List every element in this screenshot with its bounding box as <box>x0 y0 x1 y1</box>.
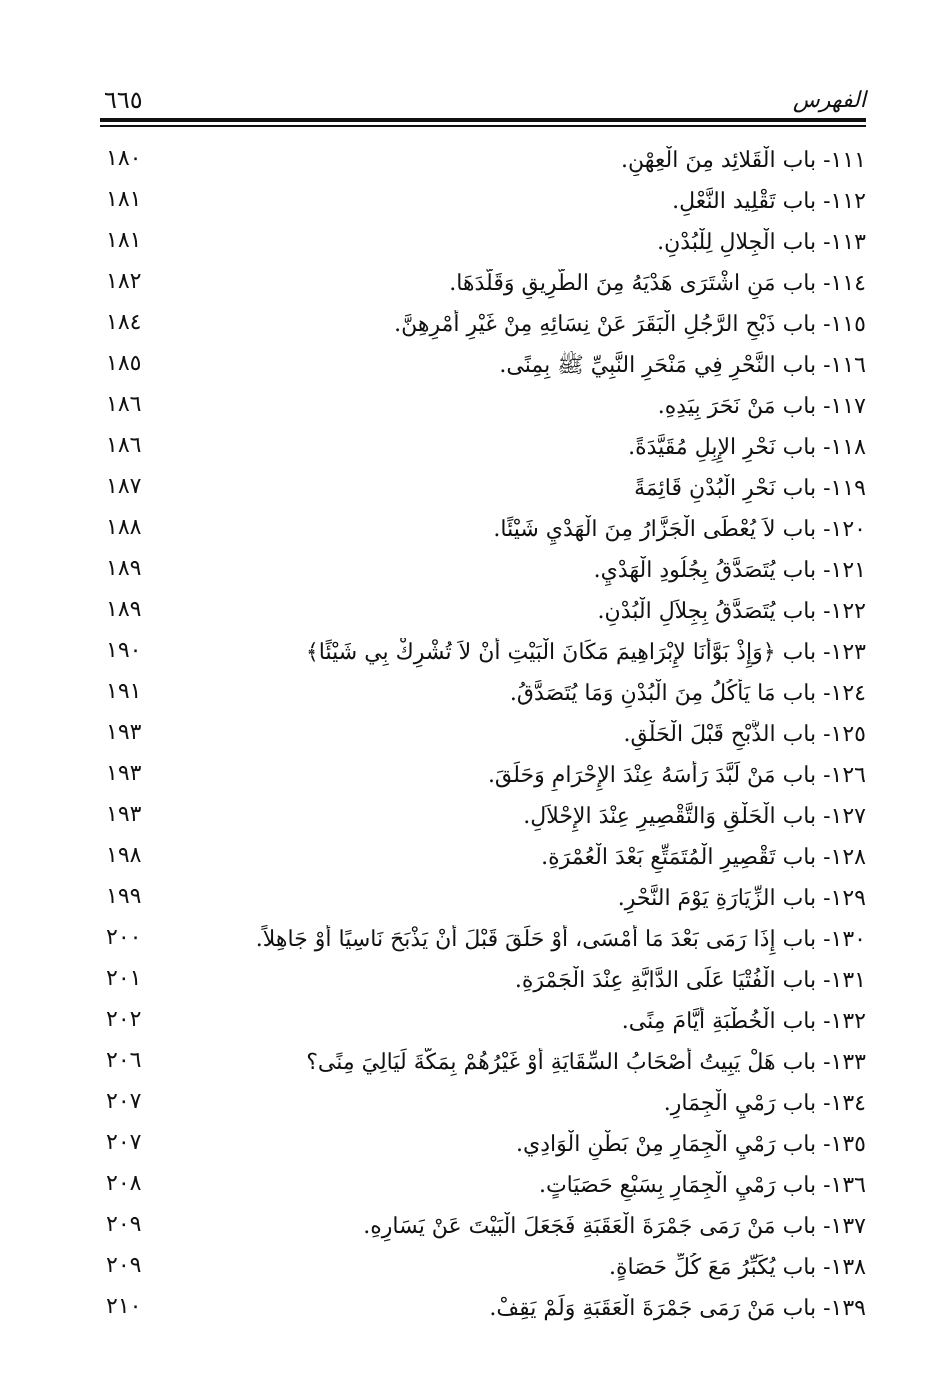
entry-page-number: ١٨٤ <box>106 310 142 335</box>
index-entry <box>100 347 866 388</box>
entry-title: ١١٧- باب مَنْ نَحَرَ بِيَدِهِ. <box>657 394 866 419</box>
entry-title: ١٢٣- باب ﴿وَإِذْ بَوَّأْنَا لإِبْرَاهِيمَ مَكَانَ الْبَيْتِ أَنْ لاَ تُشْرِكْ بِي شَيْئًا﴾ <box>305 640 866 665</box>
index-entry <box>100 880 866 921</box>
entry-page-number: ٢٠١ <box>106 966 142 991</box>
entry-title: ١٢٧- باب الْحَلْقِ وَالتَّقْصِيرِ عِنْدَ الإِحْلاَلِ. <box>523 804 866 829</box>
entry-title: ١٢٨- باب تَقْصِيرِ الْمُتَمَتِّعِ بَعْدَ الْعُمْرَةِ. <box>541 845 866 870</box>
entry-title: ١٣٨- باب يُكَبِّرُ مَعَ كُلِّ حَصَاةٍ. <box>609 1255 866 1280</box>
entry-title: ١٣٧- باب مَنْ رَمَى جَمْرَةَ الْعَقَبَةِ فَجَعَلَ الْبَيْتَ عَنْ يَسَارِهِ. <box>363 1214 866 1239</box>
index-entry <box>100 429 866 470</box>
entry-page-number: ١٩٩ <box>106 884 142 909</box>
index-entry <box>100 470 866 511</box>
entry-page-number: ٢٠٧ <box>106 1130 142 1155</box>
index-entry <box>100 511 866 552</box>
entry-page-number: ٢٠٩ <box>106 1212 142 1237</box>
entry-title: ١٢٤- باب مَا يَأْكُلُ مِنَ الْبُدْنِ وَمَا يُتَصَدَّقُ. <box>509 681 866 706</box>
index-entry <box>100 839 866 880</box>
index-list <box>100 142 866 1331</box>
entry-page-number: ١٨٧ <box>106 474 142 499</box>
entry-page-number: ٢١٠ <box>106 1294 142 1319</box>
entry-page-number: ١٩٣ <box>106 720 142 745</box>
entry-title: ١٣١- باب الْفُتْيَا عَلَى الدَّابَّةِ عِنْدَ الْجَمْرَةِ. <box>514 968 866 993</box>
index-entry <box>100 798 866 839</box>
index-entry <box>100 265 866 306</box>
entry-page-number: ٢٠٩ <box>106 1253 142 1278</box>
index-entry <box>100 716 866 757</box>
entry-title: ١٣٦- باب رَمْيِ الْجِمَارِ بِسَبْعِ حَصَيَاتٍ. <box>538 1173 866 1198</box>
entry-page-number: ١٩٨ <box>106 843 142 868</box>
entry-title: ١١٤- باب مَنِ اشْتَرَى هَدْيَهُ مِنَ الطَّرِيقِ وَقَلَّدَهَا. <box>449 271 866 296</box>
entry-title: ١١٩- باب نَحْرِ الْبُدْنِ قَائِمَةً <box>634 476 866 501</box>
entry-title: ١٢٢- باب يُتَصَدَّقُ بِجِلاَلِ الْبُدْنِ. <box>597 599 866 624</box>
index-entry <box>100 552 866 593</box>
entry-page-number: ٢٠٨ <box>106 1171 142 1196</box>
index-entry <box>100 962 866 1003</box>
entry-title: ١٢٠- باب لاَ يُعْطَى الْجَزَّارُ مِنَ الْهَدْيِ شَيْئًا. <box>493 517 866 542</box>
entry-title: ١٣٤- باب رَمْيِ الْجِمَارِ. <box>663 1091 866 1116</box>
index-entry <box>100 1003 866 1044</box>
entry-title: ١١١- باب الْقَلائِد مِنَ الْعِهْنِ. <box>621 148 866 173</box>
index-entry <box>100 593 866 634</box>
entry-page-number: ١٨٦ <box>106 392 142 417</box>
index-entry <box>100 224 866 265</box>
index-entry <box>100 1085 866 1126</box>
entry-page-number: ١٩٣ <box>106 802 142 827</box>
entry-title: ١٣٥- باب رَمْيِ الْجِمَارِ مِنْ بَطْنِ الْوَادِي. <box>516 1132 866 1157</box>
entry-title: ١٣٣- باب هَلْ يَبِيتُ أَصْحَابُ السِّقَايَةِ أَوْ غَيْرُهُمْ بِمَكَّةَ لَيَالِيَ مِنًى؟ <box>306 1050 866 1075</box>
page-header <box>100 86 866 118</box>
index-entry <box>100 306 866 347</box>
index-entry <box>100 1249 866 1290</box>
header-rule-thin <box>100 125 866 127</box>
entry-title: ١٣٩- باب مَنْ رَمَى جَمْرَةَ الْعَقَبَةِ وَلَمْ يَقِفْ. <box>489 1296 866 1321</box>
entry-page-number: ٢٠٢ <box>106 1007 142 1032</box>
entry-page-number: ١٨٩ <box>106 556 142 581</box>
entry-page-number: ١٨٠ <box>106 146 142 171</box>
page-number: ٦٦٥ <box>104 86 143 114</box>
index-entry <box>100 1290 866 1331</box>
index-entry <box>100 183 866 224</box>
entry-title: ١١٥- باب ذَبْحِ الرَّجُلِ الْبَقَرَ عَنْ نِسَائِهِ مِنْ غَيْرِ أَمْرِهِنَّ. <box>394 312 866 337</box>
entry-page-number: ١٨١ <box>106 187 142 212</box>
entry-title: ١١٢- باب تَقْلِيد النَّعْلِ. <box>672 189 866 214</box>
header-rule-thick <box>100 118 866 122</box>
entry-title: ١٢٩- باب الزِّيَارَةِ يَوْمَ النَّحْرِ. <box>617 886 866 911</box>
entry-page-number: ١٨٩ <box>106 597 142 622</box>
entry-page-number: ٢٠٠ <box>106 925 142 950</box>
entry-title: ١١٨- باب نَحْرِ الإِبِلِ مُقَيَّدَةً. <box>628 435 866 460</box>
entry-page-number: ١٩١ <box>106 679 142 704</box>
entry-title: ١٣٠- باب إِذَا رَمَى بَعْدَ مَا أَمْسَى، أَوْ حَلَقَ قَبْلَ أَنْ يَذْبَحَ نَاسِيًا أَوْ جَاهِلاً. <box>255 927 866 952</box>
index-entry <box>100 142 866 183</box>
entry-page-number: ٢٠٦ <box>106 1048 142 1073</box>
index-entry <box>100 1167 866 1208</box>
index-entry <box>100 388 866 429</box>
entry-title: ١٢٦- باب مَنْ لَبَّدَ رَأْسَهُ عِنْدَ الإِحْرَامِ وَحَلَقَ. <box>487 763 866 788</box>
entry-title: ١١٣- باب الْجِلالِ لِلْبُدْنِ. <box>657 230 866 255</box>
entry-page-number: ١٨٦ <box>106 433 142 458</box>
entry-title: ١٣٢- باب الْخُطْبَةِ أَيَّامَ مِنًى. <box>621 1009 866 1034</box>
index-entry <box>100 1208 866 1249</box>
index-entry <box>100 921 866 962</box>
index-entry <box>100 675 866 716</box>
entry-title: ١٢١- باب يُتَصَدَّقُ بِجُلُودِ الْهَدْيِ. <box>593 558 866 583</box>
running-title: الفهرس <box>792 88 866 113</box>
index-entry <box>100 634 866 675</box>
entry-page-number: ٢٠٧ <box>106 1089 142 1114</box>
entry-title: ١٢٥- باب الذَّبْحِ قَبْلَ الْحَلْقِ. <box>623 722 866 747</box>
entry-page-number: ١٩٣ <box>106 761 142 786</box>
entry-page-number: ١٨٥ <box>106 351 142 376</box>
entry-page-number: ١٨٨ <box>106 515 142 540</box>
entry-title: ١١٦- باب النَّحْرِ فِي مَنْحَرِ النَّبِيِّ ﷺ بِمِنًى. <box>499 353 866 378</box>
index-entry <box>100 757 866 798</box>
index-entry <box>100 1126 866 1167</box>
entry-page-number: ١٩٠ <box>106 638 142 663</box>
entry-page-number: ١٨٢ <box>106 269 142 294</box>
index-entry <box>100 1044 866 1085</box>
entry-page-number: ١٨١ <box>106 228 142 253</box>
